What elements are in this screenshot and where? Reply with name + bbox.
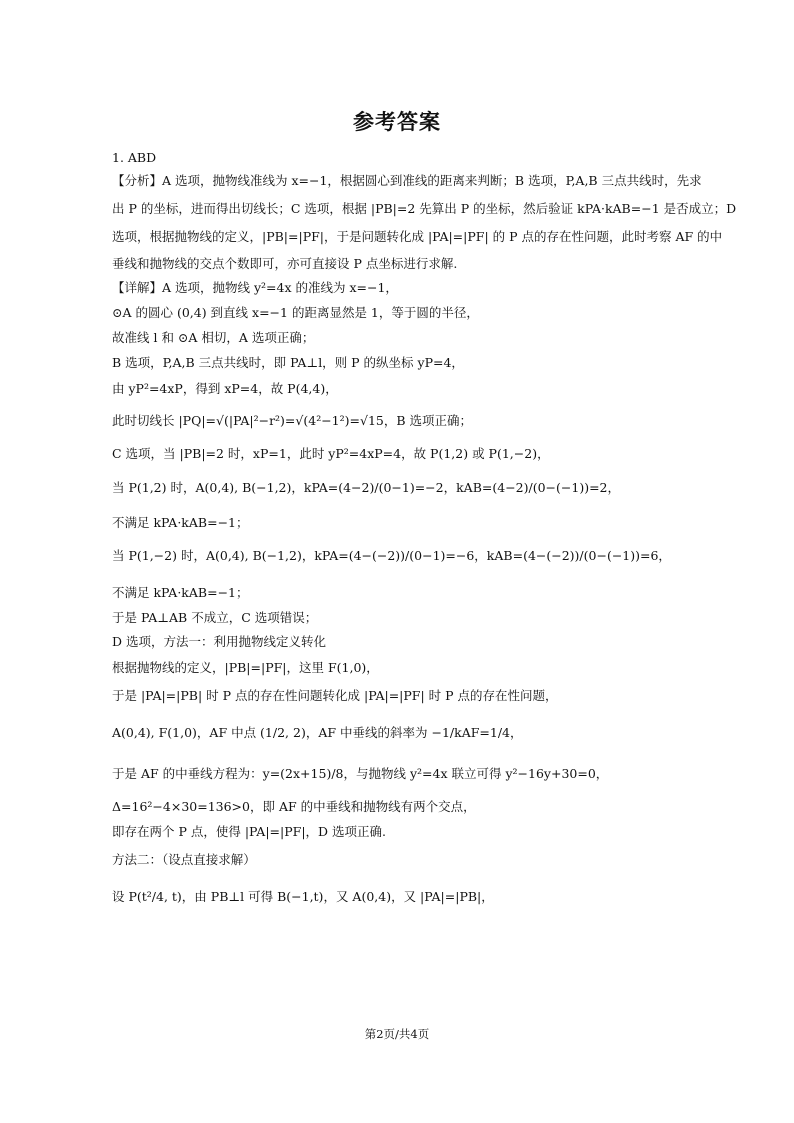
text-line: 不满足 kPA·kAB=−1； (112, 515, 249, 530)
text-line: 即存在两个 P 点，使得 |PA|=|PF|，D 选项正确. (112, 824, 386, 839)
text-line: 于是 |PA|=|PB| 时 P 点的存在性问题转化成 |PA|=|PF| 时 P 点的存在性问题， (112, 688, 558, 703)
page-title: 参考答案 (353, 110, 441, 134)
text-line: Δ=16²−4×30=136>0，即 AF 的中垂线和抛物线有两个交点， (112, 799, 476, 814)
text-line: 根据抛物线的定义，|PB|=|PF|，这里 F(1,0)， (112, 660, 379, 675)
text-line: D 选项，方法一：利用抛物线定义转化 (112, 634, 326, 649)
text-line: 此时切线长 |PQ|=√(|PA|²−r²)=√(4²−1²)=√15，B 选项正确； (112, 413, 473, 428)
text-line: A(0,4), F(1,0)，AF 中点 (1/2, 2)，AF 中垂线的斜率为 −1/kAF=1/4， (112, 725, 523, 740)
text-line: 由 yP²=4xP，得到 xP=4，故 P(4,4)， (112, 381, 338, 396)
text-line: 选项，根据抛物线的定义，|PB|=|PF|，于是问题转化成 |PA|=|PF| 的 P 点的存在性问题，此时考察 AF 的中 (112, 229, 723, 244)
text-line: 垂线和抛物线的交点个数即可，亦可直接设 P 点坐标进行求解. (112, 256, 458, 271)
text-line: ⊙A 的圆心 (0,4) 到直线 x=−1 的距离显然是 1，等于圆的半径， (112, 305, 479, 320)
text-line: 1. ABD (112, 150, 157, 165)
text-line: B 选项，P,A,B 三点共线时，即 PA⊥l，则 P 的纵坐标 yP=4， (112, 355, 464, 370)
text-line: 设 P(t²/4, t)，由 PB⊥l 可得 B(−1,t)，又 A(0,4)，又 |PA|=|PB|， (112, 889, 494, 904)
text-line: C 选项，当 |PB|=2 时，xP=1，此时 yP²=4xP=4，故 P(1,2) 或 P(1,−2)， (112, 446, 550, 461)
text-line: 出 P 的坐标，进而得出切线长；C 选项，根据 |PB|=2 先算出 P 的坐标，然后验证 kPA·kAB=−1 是否成立；D (112, 201, 737, 216)
text-line: 【分析】A 选项，抛物线准线为 x=−1，根据圆心到准线的距离来判断；B 选项，P,A,B 三点共线时，先求 (112, 173, 702, 188)
page-footer: 第2页/共4页 (364, 1027, 430, 1041)
text-line: 不满足 kPA·kAB=−1； (112, 585, 249, 600)
text-line: 故准线 l 和 ⊙A 相切，A 选项正确； (112, 330, 315, 345)
text-line: 于是 PA⊥AB 不成立，C 选项错误； (112, 610, 318, 625)
text-line: 当 P(1,−2) 时，A(0,4), B(−1,2)，kPA=(4−(−2))/(0−1)=−6，kAB=(4−(−2))/(0−(−1))=6， (112, 548, 671, 563)
text-line: 当 P(1,2) 时，A(0,4), B(−1,2)，kPA=(4−2)/(0−1)=−2，kAB=(4−2)/(0−(−1))=2， (112, 480, 620, 495)
text-line: 于是 AF 的中垂线方程为：y=(2x+15)/8，与抛物线 y²=4x 联立可得 y²−16y+30=0， (112, 766, 609, 781)
text-line: 方法二：（设点直接求解） (112, 852, 256, 867)
text-line: 【详解】A 选项，抛物线 y²=4x 的准线为 x=−1， (112, 280, 398, 295)
